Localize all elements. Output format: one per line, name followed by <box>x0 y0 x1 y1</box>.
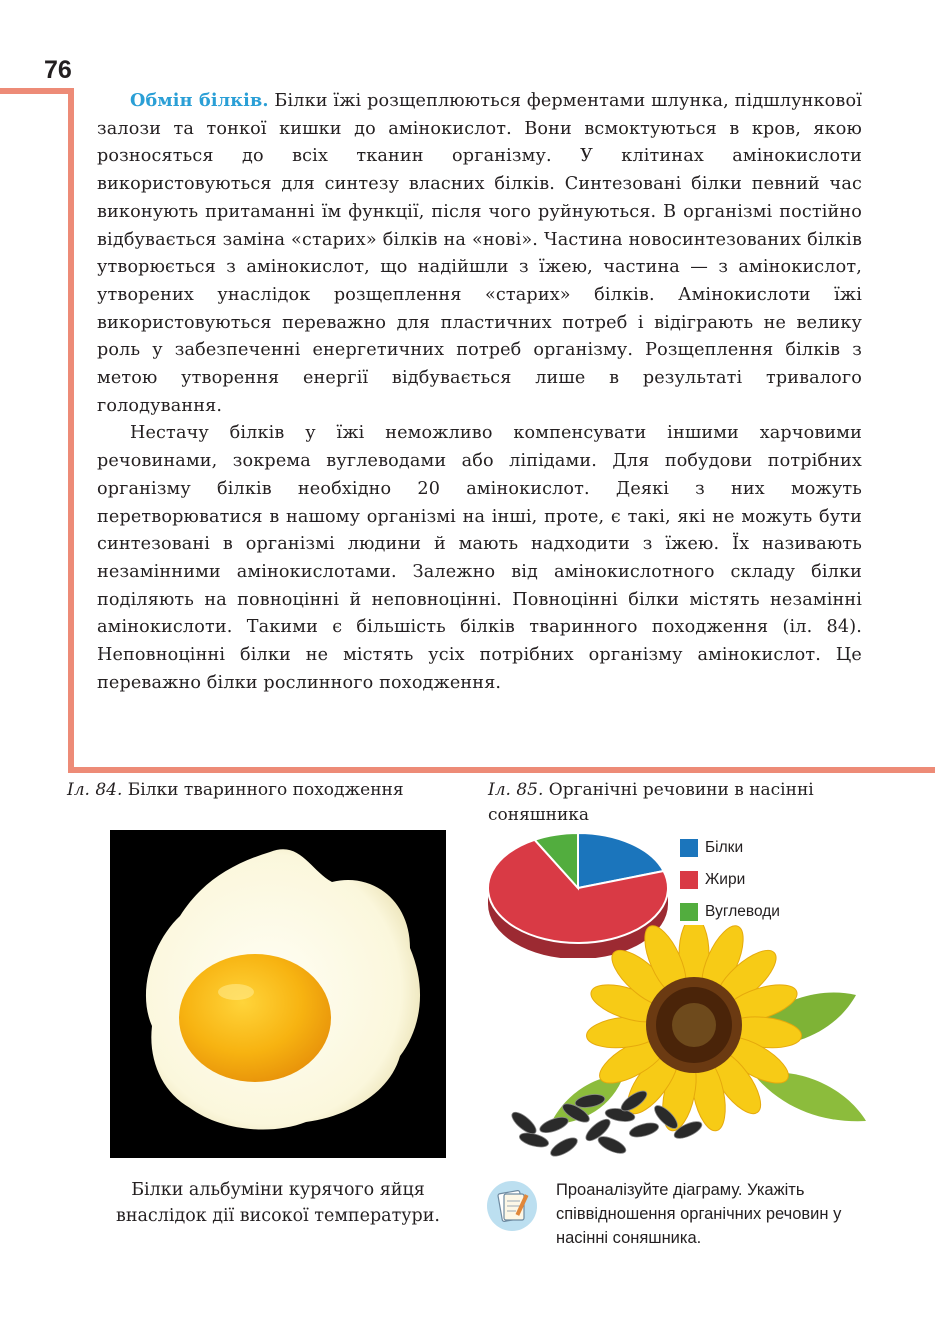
legend-label: Вуглеводи <box>705 903 780 920</box>
legend-swatch <box>680 903 698 921</box>
legend-item <box>680 832 780 864</box>
figure-84-caption-text: Білки тваринного походження <box>122 780 404 800</box>
legend-label: Білки <box>705 839 744 856</box>
chart-legend <box>680 832 780 928</box>
egg-photo-caption: Білки альбуміни курячого яйця внаслідок дії високої температури. <box>115 1180 440 1226</box>
paragraph-1-text: Білки їжі розщеплюються ферментами шлунка, підшлункової залози та тонкої кишки до амінокислот. Вони всмоктуються в кров, якою розносяться до всіх тканин організму. У клітинах амінокислоти використовуються для синтезу власних білків. Синтезовані білки певний час виконують притаманні їм функції, після чого руйнуються. В організмі постійно відбувається заміна «старих» білків на «нові». Частина новосинтезованих білків утворюється з амінокислот, що надійшли з їжею, частина — з амінокислот, утворених унаслідок розщеплення «старих» білків. Амінокислоти їжі використовуються переважно для пластичних потреб і відіграють не велику роль у забезпеченні енергетичних потреб організму. Розщеплення білків з метою утворення енергії відбувається лише в результаті тривалого голодування. <box>97 91 862 416</box>
lead-in-heading: Обмін білків. <box>130 90 269 111</box>
legend-swatch <box>680 839 698 857</box>
figure-84-caption <box>67 778 447 803</box>
fried-egg-photo <box>110 830 446 1158</box>
sunflower-petals <box>585 925 803 1134</box>
legend-item <box>680 896 780 928</box>
legend-item <box>680 864 780 896</box>
paragraph-2: Нестачу білків у їжі неможливо компенсувати іншими харчовими речовинами, зокрема вуглеводами або ліпідами. Для побудови потрібних організму білків необхідно 20 амінокислот. Деякі з них можуть перетворюватися в нашому організмі на інші, проте, є такі, які не можуть бути синтезовані в організмі людини й мають надходити з їжею. Їх називають незамінними амінокислотами. Залежно від амінокислотного складу білки поділяють на повноцінні й неповноцінні. Повноцінні білки містять незамінні амінокислоти. Такими є більшість білків тваринного походження (іл. 84). Неповноцінні білки не містять усіх потрібних організму амінокислот. Це переважно білки рослинного походження. <box>97 423 862 693</box>
sunflower-illustration <box>494 925 874 1165</box>
legend-label: Жири <box>705 871 746 888</box>
paragraph-protein-metabolism <box>97 87 862 420</box>
figure-85-caption-text: Органічні речовини в насінні соняшника <box>488 780 814 825</box>
legend-swatch <box>680 871 698 889</box>
page-number: 76 <box>44 56 72 84</box>
task-notebook-icon <box>486 1180 538 1232</box>
figure-84-label: Іл. 84. <box>67 780 123 800</box>
frame-bottom-border <box>68 767 935 773</box>
figure-85-caption <box>488 778 868 828</box>
frame-top-border <box>0 88 74 94</box>
frame-left-border <box>68 88 74 773</box>
main-text <box>97 87 862 697</box>
figure-85-label: Іл. 85. <box>488 780 544 800</box>
task-text: Проаналізуйте діаграму. Укажіть співвідношення органічних речовин у насінні соняшника. <box>556 1181 842 1247</box>
